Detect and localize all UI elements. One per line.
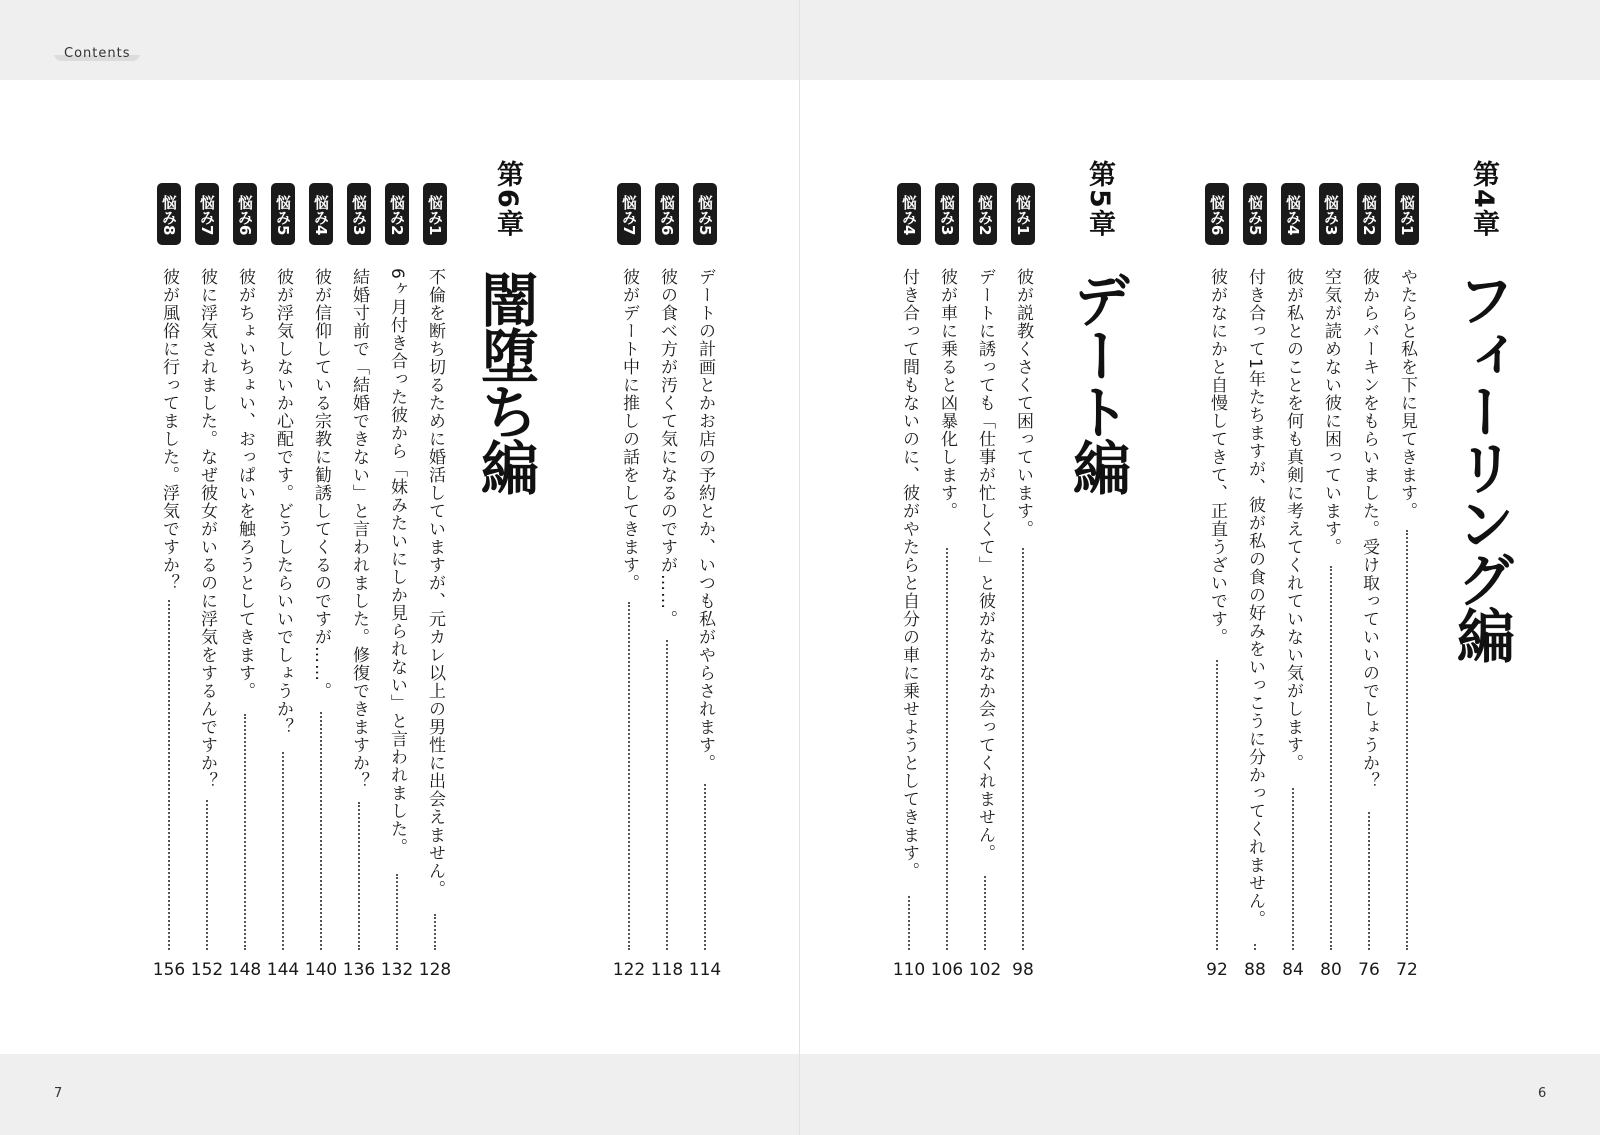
leader-dots <box>984 876 986 950</box>
worry-text: 結婚寸前で「結婚できない」と言われました。修復できますか？ <box>349 268 369 790</box>
worry-text: 彼が浮気しないか心配です。どうしたらいいでしょうか？ <box>273 268 293 736</box>
worry-text: 彼がちょいちょい、おっぱいを触ろうとしてきます。 <box>235 268 255 700</box>
page-ref: 148 <box>228 960 262 980</box>
toc-item[interactable] <box>968 0 1002 1000</box>
leader-dots <box>628 602 630 950</box>
toc-item[interactable] <box>342 0 376 1000</box>
worry-text: デートに誘っても「仕事が忙しくて」と彼がなかなか会ってくれません。 <box>975 268 995 862</box>
worry-badge: 悩み2 <box>385 183 409 245</box>
page-ref: 144 <box>266 960 300 980</box>
page-number-right: 6 <box>1538 1086 1547 1101</box>
toc-item[interactable] <box>380 0 414 1000</box>
page-ref: 84 <box>1282 960 1304 980</box>
page-number-left: 7 <box>54 1086 63 1101</box>
worry-badge: 悩み1 <box>1395 183 1419 245</box>
worry-text: 不倫を断ち切るために婚活していますが、元カレ以上の男性に出会えません。 <box>425 268 445 898</box>
leader-dots <box>168 600 170 950</box>
worry-badge: 悩み3 <box>935 183 959 245</box>
worry-text: 彼が車に乗ると凶暴化します。 <box>937 268 957 520</box>
leader-dots <box>396 874 398 950</box>
worry-badge: 悩み5 <box>271 183 295 245</box>
worry-text: 彼が私とのことを何も真剣に考えてくれていない気がします。 <box>1283 268 1303 772</box>
worry-badge: 悩み6 <box>655 183 679 245</box>
worry-badge: 悩み3 <box>1319 183 1343 245</box>
leader-dots <box>946 548 948 950</box>
toc-item[interactable] <box>650 0 684 1000</box>
leader-dots <box>1022 548 1024 950</box>
worry-text: 彼がデート中に推しの話をしてきます。 <box>619 268 639 592</box>
worry-badge: 悩み1 <box>423 183 447 245</box>
worry-badge: 悩み7 <box>617 183 641 245</box>
toc-item[interactable] <box>1314 0 1348 1000</box>
toc-item[interactable] <box>1200 0 1234 1000</box>
toc-item[interactable] <box>688 0 722 1000</box>
worry-badge: 悩み2 <box>1357 183 1381 245</box>
worry-text: 6ヶ月付き合った彼から「妹みたいにしか見られない」と言われました。 <box>387 268 407 856</box>
leader-dots <box>206 800 208 950</box>
toc-item[interactable] <box>1390 0 1424 1000</box>
page-ref: 132 <box>380 960 414 980</box>
page-ref: 110 <box>892 960 926 980</box>
worry-text: デートの計画とかお店の予約とか、いつも私がやらされます。 <box>695 268 715 772</box>
worry-badge: 悩み5 <box>693 183 717 245</box>
leader-dots <box>666 640 668 950</box>
worry-text: 彼に浮気されました。なぜ彼女がいるのに浮気をするんですか？ <box>197 268 217 790</box>
leader-dots <box>244 714 246 950</box>
leader-dots <box>282 752 284 950</box>
worry-badge: 悩み7 <box>195 183 219 245</box>
section-label: Contents <box>54 46 140 61</box>
page-ref: 98 <box>1012 960 1034 980</box>
leader-dots <box>1368 812 1370 950</box>
toc-item[interactable] <box>152 0 186 1000</box>
worry-text: 付き合って1年たちますが、彼が私の食の好みをいっこうに分かってくれません。 <box>1245 268 1265 928</box>
page-ref: 136 <box>342 960 376 980</box>
leader-dots <box>1254 944 1256 950</box>
bottom-band <box>0 1054 1600 1135</box>
toc-item[interactable] <box>190 0 224 1000</box>
leader-dots <box>320 712 322 950</box>
toc-item[interactable] <box>1006 0 1040 1000</box>
leader-dots <box>434 914 436 950</box>
worry-text: 彼の食べ方が汚くて気になるのですが……。 <box>657 268 677 628</box>
leader-dots <box>1216 660 1218 950</box>
leader-dots <box>704 784 706 950</box>
toc-item[interactable] <box>418 0 452 1000</box>
worry-badge: 悩み6 <box>1205 183 1229 245</box>
worry-badge: 悩み1 <box>1011 183 1035 245</box>
toc-item[interactable] <box>930 0 964 1000</box>
worry-text: 彼が風俗に行ってました。浮気ですか？ <box>159 268 179 592</box>
chapter-4-number: 第4章 <box>1468 160 1499 239</box>
worry-badge: 悩み3 <box>347 183 371 245</box>
page-ref: 114 <box>688 960 722 980</box>
worry-badge: 悩み2 <box>973 183 997 245</box>
toc-item[interactable] <box>612 0 646 1000</box>
worry-badge: 悩み4 <box>897 183 921 245</box>
toc-item[interactable] <box>304 0 338 1000</box>
page-ref: 72 <box>1396 960 1418 980</box>
page-gutter <box>799 0 800 1135</box>
toc-item[interactable] <box>228 0 262 1000</box>
page-ref: 88 <box>1244 960 1266 980</box>
page-ref: 106 <box>930 960 964 980</box>
toc-item[interactable] <box>266 0 300 1000</box>
worry-text: 彼がなにかと自慢してきて、正直うざいです。 <box>1207 268 1227 646</box>
worry-badge: 悩み8 <box>157 183 181 245</box>
toc-item[interactable] <box>1276 0 1310 1000</box>
chapter-6-number: 第6章 <box>492 160 523 239</box>
leader-dots <box>358 802 360 950</box>
page-ref: 128 <box>418 960 452 980</box>
leader-dots <box>1406 530 1408 950</box>
page-ref: 102 <box>968 960 1002 980</box>
page-ref: 118 <box>650 960 684 980</box>
chapter-4-title: フィーリング編 <box>1447 270 1515 662</box>
page-ref: 152 <box>190 960 224 980</box>
leader-dots <box>1330 566 1332 950</box>
worry-text: 彼からバーキンをもらいました。受け取っていいのでしょうか？ <box>1359 268 1379 790</box>
leader-dots <box>908 896 910 950</box>
worry-badge: 悩み4 <box>309 183 333 245</box>
chapter-5-title: デート編 <box>1063 270 1131 494</box>
worry-text: 空気が読めない彼に困っています。 <box>1321 268 1341 556</box>
toc-item[interactable] <box>1238 0 1272 1000</box>
page-ref: 76 <box>1358 960 1380 980</box>
chapter-5-number: 第5章 <box>1084 160 1115 239</box>
worry-text: 彼が信仰している宗教に勧誘してくるのですが……。 <box>311 268 331 700</box>
toc-item[interactable] <box>1352 0 1386 1000</box>
page-ref: 122 <box>612 960 646 980</box>
page-ref: 156 <box>152 960 186 980</box>
toc-item[interactable] <box>892 0 926 1000</box>
worry-badge: 悩み4 <box>1281 183 1305 245</box>
page-ref: 140 <box>304 960 338 980</box>
worry-text: 付き合って間もないのに、彼がやたらと自分の車に乗せようとしてきます。 <box>899 268 919 880</box>
chapter-6-title: 闇堕ち編 <box>471 270 539 494</box>
worry-badge: 悩み6 <box>233 183 257 245</box>
worry-text: やたらと私を下に見てきます。 <box>1397 268 1417 520</box>
worry-badge: 悩み5 <box>1243 183 1267 245</box>
page-ref: 92 <box>1206 960 1228 980</box>
page-ref: 80 <box>1320 960 1342 980</box>
worry-text: 彼が説教くさくて困っています。 <box>1013 268 1033 538</box>
leader-dots <box>1292 788 1294 950</box>
